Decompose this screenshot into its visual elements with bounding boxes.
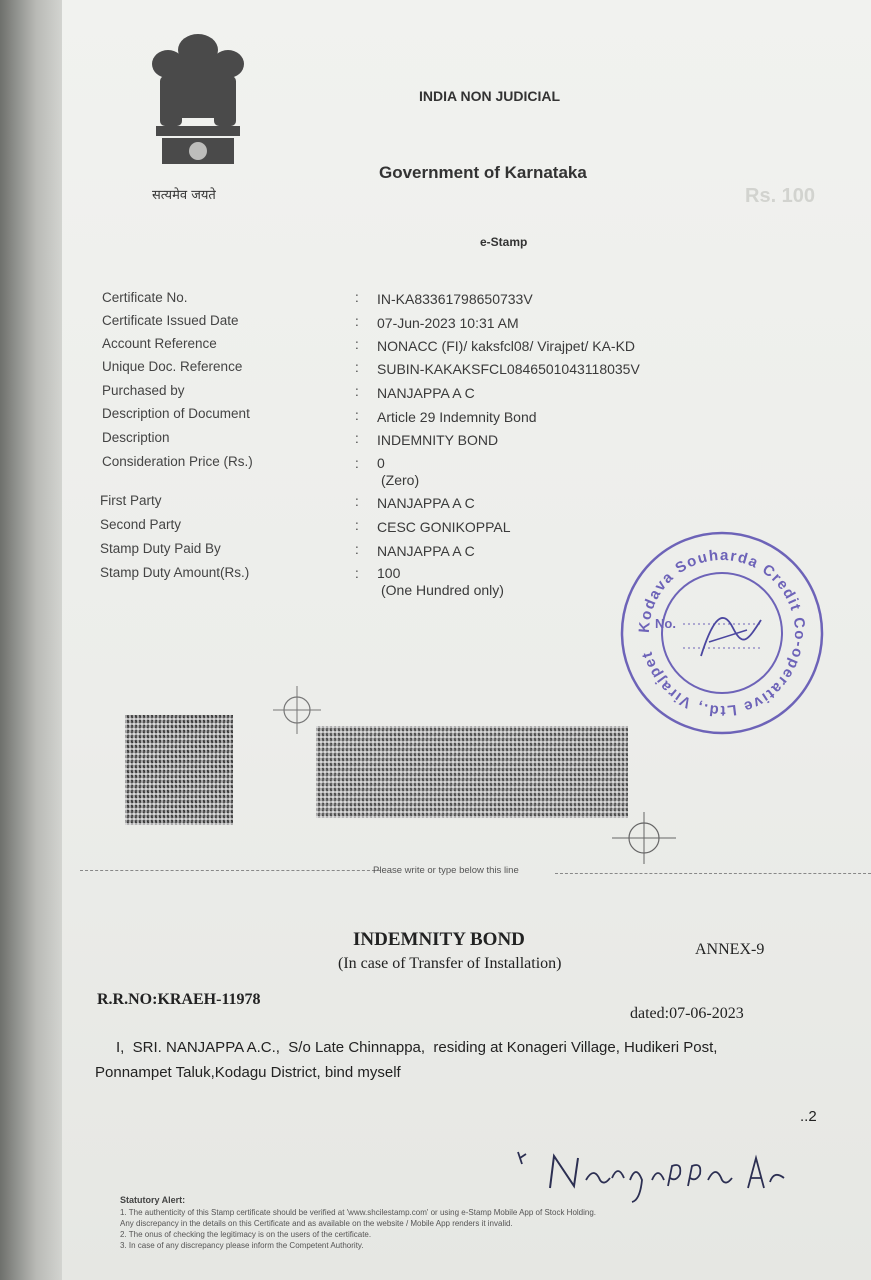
field-value-purchased-by: NANJAPPA A C [377,385,475,401]
write-below-notice: Please write or type below this line [373,865,519,876]
government-heading: Government of Karnataka [379,163,587,182]
bond-subtitle: (In case of Transfer of Installation) [338,955,562,972]
qr-code [125,715,233,825]
field-colon: : [355,314,359,329]
field-colon: : [355,494,359,509]
field-value-stamp-duty-amount-words: (One Hundred only) [381,582,504,598]
divider-right [555,873,871,874]
divider-left [80,870,380,871]
denomination-watermark: Rs. 100 [745,185,816,207]
registration-crosshair-icon [612,812,676,864]
cooperative-seal [613,528,831,738]
field-value-consideration-price-words: (Zero) [381,472,420,488]
field-colon: : [355,456,359,471]
previous-page-edge [0,0,66,1280]
field-value-issued-date: 07-Jun-2023 10:31 AM [377,315,519,331]
registration-crosshair-icon [273,686,321,734]
emblem-motto: सत्यमेव जयते [152,188,216,203]
field-label-stamp-duty-amount: Stamp Duty Amount(Rs.) [100,565,250,580]
field-value-second-party: CESC GONIKOPPAL [377,519,511,535]
field-value-account-reference: NONACC (FI)/ kaksfcl08/ Virajpet/ KA-KD [377,338,636,354]
field-label-description-of-document: Description of Document [102,406,250,421]
field-value-description: INDEMNITY BOND [377,432,499,448]
field-label-unique-doc-reference: Unique Doc. Reference [102,359,243,374]
field-value-consideration-price: 0 [377,455,385,471]
field-label-second-party: Second Party [100,517,182,532]
field-label-certificate-no: Certificate No. [102,290,188,305]
field-value-first-party: NANJAPPA A C [377,495,475,511]
national-emblem-icon [142,28,254,178]
bond-date: dated:07-06-2023 [630,1005,744,1022]
field-colon: : [355,542,359,557]
svg-text:Kodava Souharda Credit Co-oper: Kodava Souharda Credit Co-operative Ltd., Virajpet [635,546,809,720]
field-value-stamp-duty-paid-by: NANJAPPA A C [377,543,475,559]
page-continuation-marker: ..2 [800,1108,817,1125]
field-label-first-party: First Party [100,493,162,508]
field-label-consideration-price: Consideration Price (Rs.) [102,454,253,469]
statutory-alert-line: Any discrepancy in the details on this Certificate and as available on the website / Mobile App renders it invalid. [120,1219,513,1228]
statutory-alert-line: 3. In case of any discrepancy please inform the Competent Authority. [120,1241,364,1250]
annex-label: ANNEX-9 [695,941,765,958]
estamp-certificate [62,0,871,1280]
field-colon: : [355,518,359,533]
field-value-certificate-no: IN-KA83361798650733V [377,291,533,307]
statutory-alert-line: 1. The authenticity of this Stamp certificate should be verified at 'www.shcilestamp.com' or using e-Stamp Mobile App of Stock Holding. [120,1208,597,1217]
field-label-description: Description [102,430,170,445]
field-colon: : [355,566,359,581]
field-label-account-reference: Account Reference [102,336,217,351]
field-label-stamp-duty-paid-by: Stamp Duty Paid By [100,541,221,556]
india-non-judicial-heading: INDIA NON JUDICIAL [419,88,561,104]
bond-title: INDEMNITY BOND [353,929,525,950]
seal-no-label: No. [655,616,676,631]
statutory-alert-line: 2. The onus of checking the legitimacy is on the users of the certificate. [120,1230,372,1239]
estamp-label: e-Stamp [480,235,528,249]
field-colon: : [355,431,359,446]
handwritten-signature [512,1140,792,1210]
field-value-description-of-document: Article 29 Indemnity Bond [377,409,537,425]
field-label-issued-date: Certificate Issued Date [102,313,239,328]
field-value-stamp-duty-amount: 100 [377,565,401,581]
field-label-purchased-by: Purchased by [102,383,185,398]
bond-body-line-1: I, SRI. NANJAPPA A.C., S/o Late Chinnappa, residing at Konageri Village, Hudikeri Post, [116,1039,718,1056]
field-colon: : [355,290,359,305]
2d-barcode [316,726,628,818]
statutory-alert-title: Statutory Alert: [120,1195,186,1205]
rr-number: R.R.NO:KRAEH-11978 [97,991,261,1008]
field-colon: : [355,337,359,352]
bond-body-line-2: Ponnampet Taluk,Kodagu District, bind myself [95,1064,401,1081]
field-colon: : [355,408,359,423]
field-colon: : [355,360,359,375]
field-colon: : [355,384,359,399]
field-value-unique-doc-reference: SUBIN-KAKAKSFCL0846501043118035V [377,361,640,377]
